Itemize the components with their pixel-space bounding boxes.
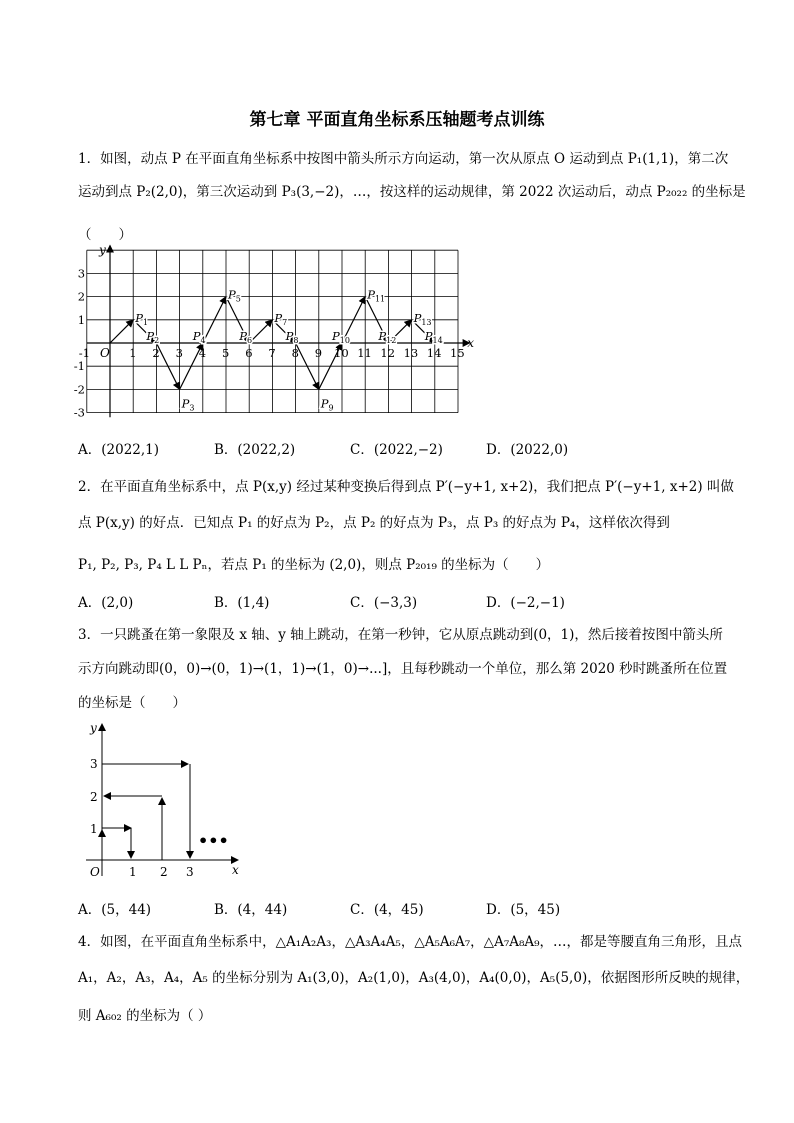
q1-line1: 1．如图，动点 P 在平面直角坐标系中按图中箭头所示方向运动，第一次从原点 O 运动到点 P₁(1,1)，第二次: [78, 151, 729, 167]
q2-option-b[interactable]: B．(1,4): [214, 595, 270, 611]
q2-option-a[interactable]: A．(2,0): [78, 595, 134, 611]
q3-y-label: y: [90, 721, 97, 735]
q1-x-tick: 15: [450, 346, 465, 360]
q1-figure: [70, 243, 490, 422]
q1-point-label: $P_5$: [228, 287, 241, 304]
q3-x-tick-2: 2: [160, 865, 168, 879]
q3-y-tick-2: 2: [90, 790, 98, 804]
q3-option-d[interactable]: D．(5，45): [486, 902, 561, 918]
q2-option-d[interactable]: D．(−2,−1): [486, 595, 565, 611]
q1-point-label: $P_6$: [239, 329, 253, 345]
q3-figure: [80, 718, 260, 883]
q1-point-label: $P_{10}$: [332, 329, 350, 345]
q1-arrow: [110, 320, 133, 343]
q3-line1: 3．一只跳蚤在第一象限及 x 轴、y 轴上跳动，在第一秒钟，它从原点跳动到(0，1)，然后接着按图中箭头所: [78, 627, 723, 643]
q1-option-d[interactable]: D．(2022,0): [486, 442, 569, 458]
q3-origin-label: O: [90, 865, 100, 879]
q1-point-label: $P_{11}$: [367, 287, 386, 304]
q1-x-tick: 10: [334, 346, 349, 360]
q3-option-b[interactable]: B．(4，44): [214, 902, 288, 918]
q1-x-tick: 6: [245, 346, 253, 360]
q4-line3: 则 A₆₀₂ 的坐标为（ ）: [78, 1008, 212, 1024]
q1-x-tick: 7: [268, 346, 276, 360]
q1-y-tick: -2: [73, 382, 86, 397]
q1-x-tick: 3: [175, 346, 183, 360]
q1-point-label: $P_4$: [192, 329, 206, 345]
q3-line2: 示方向跳动即(0，0)→(0，1)→(1，1)→(1，0)→...]，且每秒跳动一个单位，那么第 2020 秒时跳蚤所在位置: [78, 661, 728, 677]
q1-x-tick: 11: [357, 346, 372, 360]
q1-point-label: $P_1$: [135, 310, 149, 327]
q1-point-label: $P_9$: [320, 396, 334, 413]
q1-y-tick: 3: [77, 266, 86, 281]
q1-axes: [74, 243, 474, 419]
q1-point-label: $P_7$: [274, 310, 288, 327]
q4-line1: 4．如图，在平面直角坐标系中，△A₁A₂A₃，△A₃A₄A₅，△A₅A₆A₇，△A₇A₈A₉，…，都是等腰直角三角形，且点: [78, 934, 743, 950]
q1-y-label: y: [99, 243, 106, 258]
q1-y-tick: -1: [73, 359, 86, 374]
q3-y-tick-1: 1: [90, 822, 98, 836]
q1-x-tick: 1: [129, 346, 137, 360]
q1-x-tick: 4: [198, 346, 207, 360]
q1-point-label: $P_3$: [181, 396, 195, 413]
q1-y-tick: 1: [77, 312, 86, 327]
q1-point-label: $P_{12}$: [378, 329, 397, 345]
q1-line3: （ ）: [78, 227, 132, 243]
q2-option-c[interactable]: C．(−3,3): [350, 595, 418, 611]
q1-x-tick: 8: [291, 346, 299, 360]
page-title: 第七章 平面直角坐标系压轴题考点训练: [249, 110, 545, 130]
q1-origin-label: O: [100, 346, 110, 360]
q1-x-tick: 14: [426, 346, 442, 360]
q1-point-label: $P_8$: [285, 329, 299, 345]
q1-point-label: $P_2$: [146, 329, 160, 345]
q2-line2: 点 P(x,y) 的好点．已知点 P₁ 的好点为 P₂，点 P₂ 的好点为 P₃，点 P₃ 的好点为 P₄，这样依次得到: [78, 515, 670, 531]
q1-point-label: $P_{13}$: [413, 310, 432, 327]
q1-x-tick: 2: [152, 346, 160, 360]
q3-y-tick-3: 3: [90, 757, 98, 771]
q3-x-label: x: [232, 863, 239, 877]
q1-x-tick: 9: [314, 346, 323, 360]
q3-option-a[interactable]: A．(5，44): [78, 902, 152, 918]
q1-x-tick: 12: [380, 346, 396, 360]
q1-option-c[interactable]: C．(2022,−2): [350, 442, 443, 458]
q1-y-tick: 2: [77, 289, 86, 304]
q1-y-tick: -3: [73, 405, 86, 420]
q2-line1: 2．在平面直角坐标系中，点 P(x,y) 经过某种变换后得到点 P′(−y+1, x+2)，我们把点 P′(−y+1, x+2) 叫做: [78, 479, 734, 495]
q1-arrow: [249, 320, 272, 343]
q1-option-a[interactable]: A．(2022,1): [78, 442, 160, 458]
q1-x-tick: -1: [78, 346, 91, 360]
q2-line3: P₁, P₂, P₃, P₄ L L Pₙ，若点 P₁ 的坐标为 (2,0)，则点 P₂₀₁₉ 的坐标为（ ）: [78, 557, 550, 573]
q1-option-b[interactable]: B．(2022,2): [214, 442, 296, 458]
q3-x-tick-1: 1: [129, 865, 137, 879]
q4-line2: A₁，A₂，A₃，A₄，A₅ 的坐标分别为 A₁(3,0)，A₂(1,0)，A₃(4,0)，A₄(0,0)，A₅(5,0)，依据图形所反映的规律，: [78, 970, 750, 986]
q1-grid: [87, 250, 458, 412]
q1-x-tick: 5: [222, 346, 230, 360]
q3-line3: 的坐标是（ ）: [78, 695, 186, 711]
q3-ellipsis: •••: [198, 831, 229, 850]
q3-x-tick-3: 3: [186, 865, 194, 879]
q1-point-label: $P_{14}$: [424, 329, 443, 345]
q3-option-c[interactable]: C．(4，45): [350, 902, 424, 918]
q1-x-label: x: [467, 336, 475, 350]
q1-line2: 运动到点 P₂(2,0)，第三次运动到 P₃(3,−2)，…，按这样的运动规律，第 2022 次运动后，动点 P₂₀₂₂ 的坐标是: [78, 184, 746, 200]
q1-x-tick: 13: [403, 346, 419, 360]
